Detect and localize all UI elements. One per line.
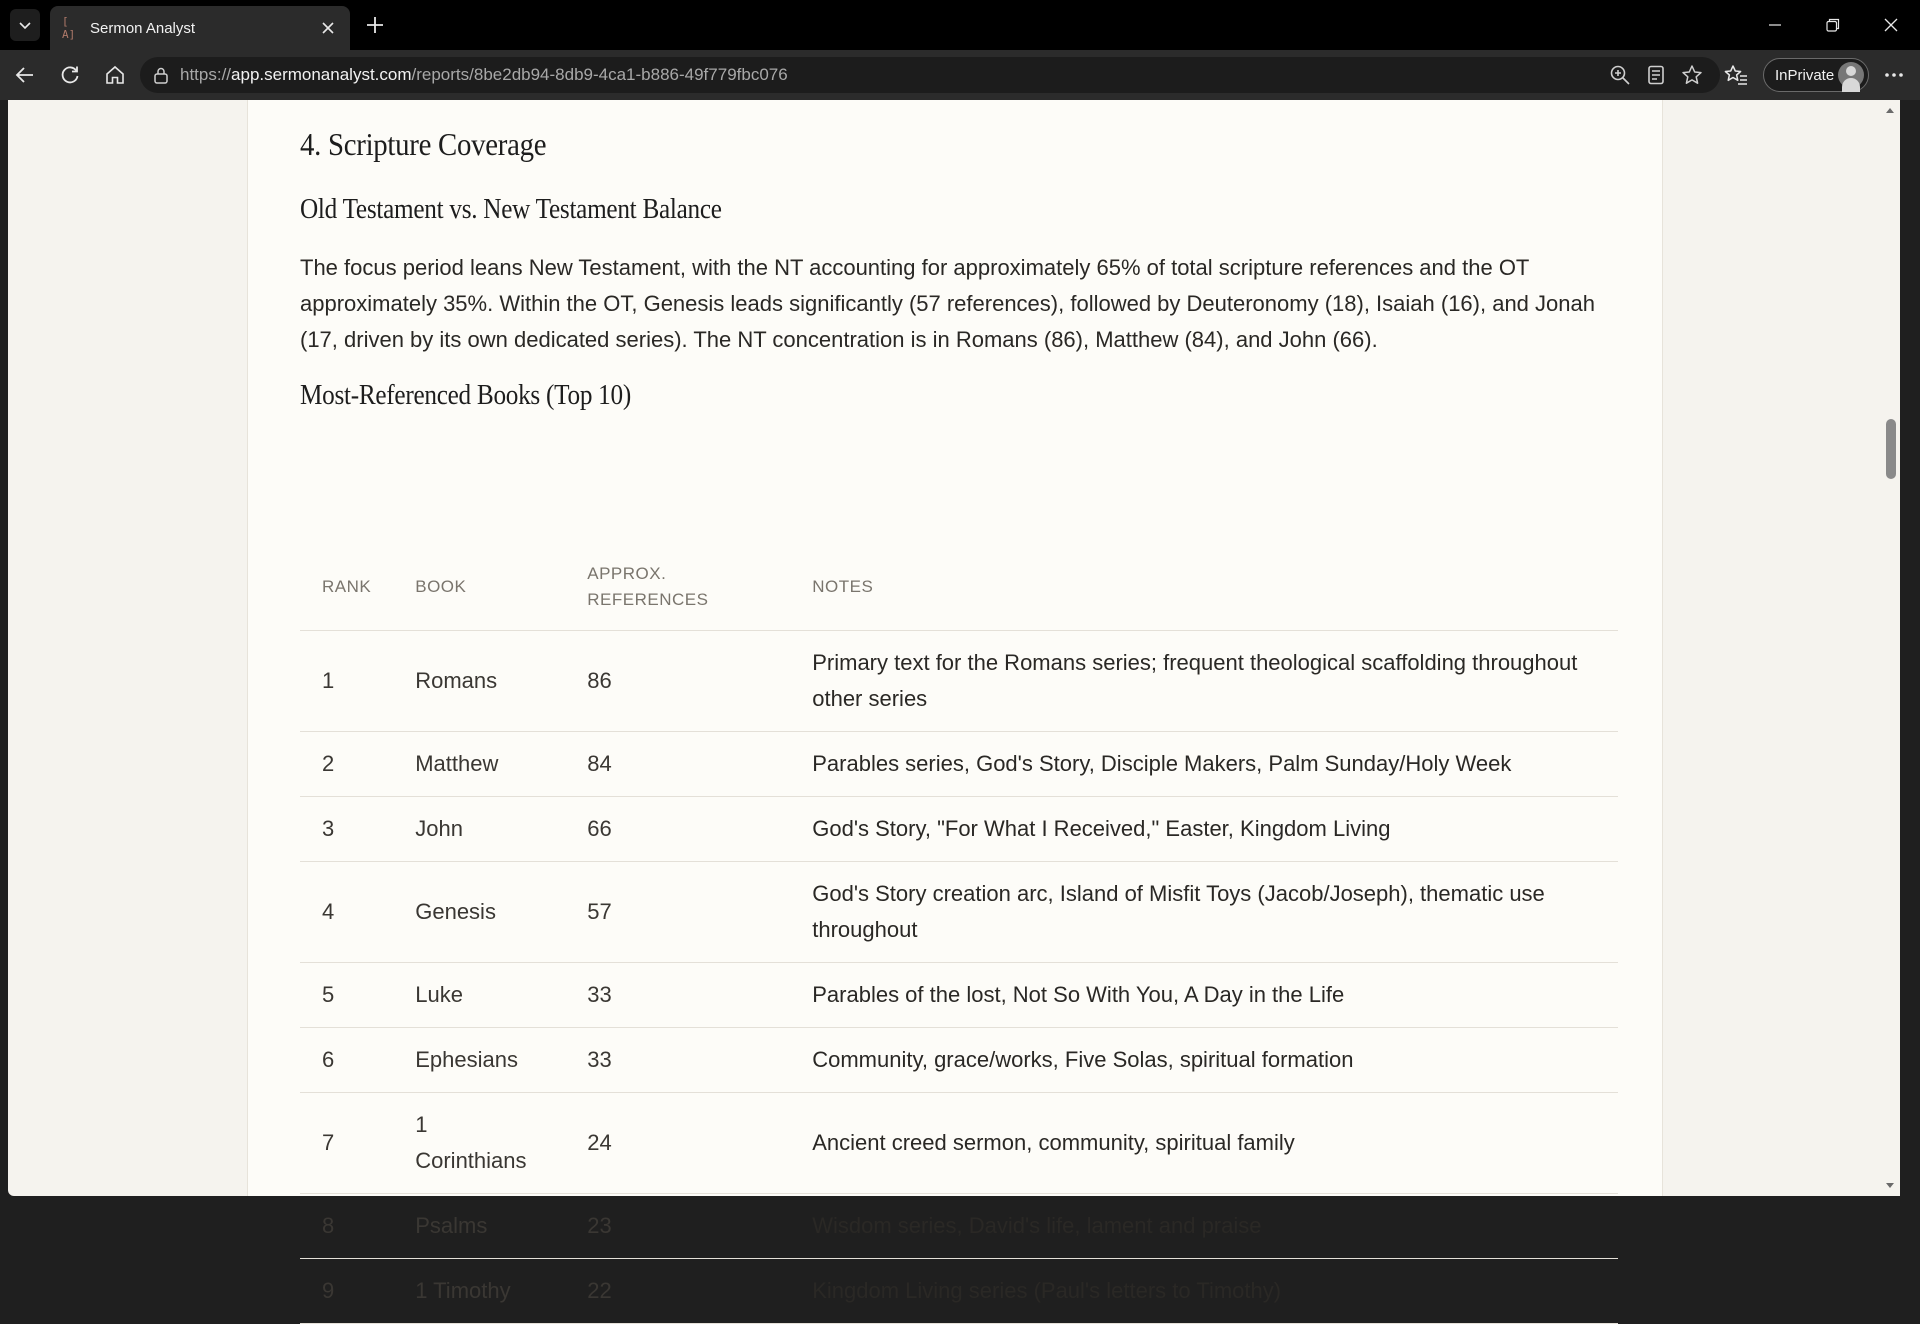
tab-strip: [0, 0, 1920, 50]
url-text[interactable]: [180, 65, 788, 85]
notes-cell: God's Story, "For What I Received," Easter, Kingdom Living: [790, 797, 1618, 862]
chevron-down-icon: [17, 17, 33, 33]
app-favicon-icon: [ A]: [62, 15, 76, 41]
table-row: [300, 862, 1618, 963]
site-info-button[interactable]: [152, 66, 170, 84]
zoom-button[interactable]: [1608, 63, 1632, 87]
avatar: [1838, 62, 1864, 88]
back-button[interactable]: [11, 61, 39, 89]
rank-cell: 2: [300, 732, 393, 797]
notes-cell: Kingdom Living series (Paul's letters to Timothy): [790, 1259, 1618, 1324]
home-icon: [104, 64, 126, 86]
section-title: 4. Scripture Coverage: [300, 126, 547, 162]
refs-cell: 57: [565, 862, 790, 963]
restore-icon: [1826, 18, 1840, 32]
book-cell: Ephesians: [393, 1028, 565, 1093]
rank-cell: 8: [300, 1194, 393, 1259]
report-sheet: [247, 100, 1663, 1303]
notes-cell: Parables of the lost, Not So With You, A Day in the Life: [790, 963, 1618, 1028]
favorites-icon: [1724, 64, 1748, 86]
col-header-notes: NOTES: [790, 544, 1618, 631]
refresh-icon: [59, 64, 81, 86]
restore-button[interactable]: [1804, 0, 1862, 50]
url-path: /reports/8be2db94-8db9-4ca1-b886-49f779fbc076: [411, 65, 788, 84]
close-icon: [1884, 18, 1898, 32]
col-header-refs: [565, 544, 790, 631]
col-header-book: BOOK: [393, 544, 565, 631]
minimize-icon: [1768, 18, 1782, 32]
notes-cell: Community, grace/works, Five Solas, spiritual formation: [790, 1028, 1618, 1093]
address-bar[interactable]: [140, 57, 1720, 93]
table-row: [300, 732, 1618, 797]
arrow-left-icon: [14, 64, 36, 86]
table-row: [300, 1194, 1618, 1259]
table-row: [300, 963, 1618, 1028]
tab-actions-button[interactable]: [10, 9, 40, 41]
star-icon: [1681, 64, 1703, 86]
rank-cell: 4: [300, 862, 393, 963]
col-header-refs-line2: REFERENCES: [587, 590, 709, 609]
rank-cell: 6: [300, 1028, 393, 1093]
caret-up-icon: [1885, 106, 1895, 114]
top-books-heading: Most-Referenced Books (Top 10): [300, 380, 631, 411]
profile-label: InPrivate: [1775, 66, 1835, 84]
top-books-table: [300, 544, 1618, 1324]
col-header-refs-line1: APPROX.: [587, 564, 667, 583]
zoom-icon: [1609, 64, 1631, 86]
book-cell: John: [393, 797, 565, 862]
page-scrollbar[interactable]: [1880, 100, 1900, 1196]
refresh-button[interactable]: [56, 61, 84, 89]
active-tab[interactable]: [50, 6, 350, 50]
rank-cell: 5: [300, 963, 393, 1028]
new-tab-button[interactable]: [362, 12, 388, 38]
refs-cell: 23: [565, 1194, 790, 1259]
table-header-row: [300, 544, 1618, 631]
scrollbar-thumb[interactable]: [1886, 419, 1896, 479]
reader-icon: [1645, 64, 1667, 86]
book-cell: Luke: [393, 963, 565, 1028]
notes-cell: God's Story creation arc, Island of Misfit Toys (Jacob/Joseph), thematic use throughout: [790, 862, 1618, 963]
col-header-rank: RANK: [300, 544, 393, 631]
rank-cell: 9: [300, 1259, 393, 1324]
plus-icon: [365, 15, 385, 35]
browser-toolbar: [0, 50, 1920, 100]
table-row: [300, 1028, 1618, 1093]
refs-cell: 24: [565, 1093, 790, 1194]
book-cell: Matthew: [393, 732, 565, 797]
notes-cell: Primary text for the Romans series; frequent theological scaffolding throughout other series: [790, 631, 1618, 732]
rank-cell: 3: [300, 797, 393, 862]
table-row: [300, 1259, 1618, 1324]
refs-cell: 22: [565, 1259, 790, 1324]
close-window-button[interactable]: [1862, 0, 1920, 50]
url-scheme: https://: [180, 65, 232, 84]
page-viewport: [8, 100, 1900, 1303]
refs-cell: 66: [565, 797, 790, 862]
close-tab-button[interactable]: [318, 18, 338, 38]
lock-icon: [153, 66, 169, 84]
immersive-reader-button[interactable]: [1644, 63, 1668, 87]
inprivate-profile-button[interactable]: [1763, 58, 1869, 92]
favorites-button[interactable]: [1722, 61, 1750, 89]
refs-cell: 86: [565, 631, 790, 732]
caret-down-icon: [1885, 1182, 1895, 1190]
refs-cell: 33: [565, 1028, 790, 1093]
tab-title: Sermon Analyst: [90, 19, 196, 37]
book-cell: 1 Corinthians: [393, 1093, 565, 1194]
scroll-up-button[interactable]: [1884, 104, 1896, 116]
rank-cell: 7: [300, 1093, 393, 1194]
home-button[interactable]: [101, 61, 129, 89]
balance-heading: Old Testament vs. New Testament Balance: [300, 194, 722, 225]
refs-cell: 84: [565, 732, 790, 797]
minimize-button[interactable]: [1746, 0, 1804, 50]
notes-cell: Parables series, God's Story, Disciple Makers, Palm Sunday/Holy Week: [790, 732, 1618, 797]
more-icon: [1884, 72, 1904, 78]
balance-paragraph: The focus period leans New Testament, with the NT accounting for approximately 65% of total scripture references and the OT approximately 35%. Within the OT, Genesis leads significantly (57 references), followed by Deuteronomy (18), Isaiah (16), and Jonah (17, driven by its own dedicated series). The NT concentration is in Romans (86), Matthew (84), and John (66).: [300, 255, 1595, 352]
book-cell: 1 Timothy: [393, 1259, 565, 1324]
notes-cell: Ancient creed sermon, community, spiritual family: [790, 1093, 1618, 1194]
table-row: [300, 631, 1618, 732]
table-row: [300, 797, 1618, 862]
book-cell: Romans: [393, 631, 565, 732]
window-controls: [1746, 0, 1920, 50]
close-icon: [321, 21, 335, 35]
add-favorite-button[interactable]: [1680, 63, 1704, 87]
table-row: [300, 1093, 1618, 1194]
rank-cell: 1: [300, 631, 393, 732]
book-cell: Genesis: [393, 862, 565, 963]
notes-cell: Wisdom series, David's life, lament and praise: [790, 1194, 1618, 1259]
book-cell: Psalms: [393, 1194, 565, 1259]
url-host: app.sermonanalyst.com: [231, 65, 412, 84]
scroll-down-button[interactable]: [1884, 1180, 1896, 1192]
settings-more-button[interactable]: [1880, 61, 1908, 89]
refs-cell: 33: [565, 963, 790, 1028]
